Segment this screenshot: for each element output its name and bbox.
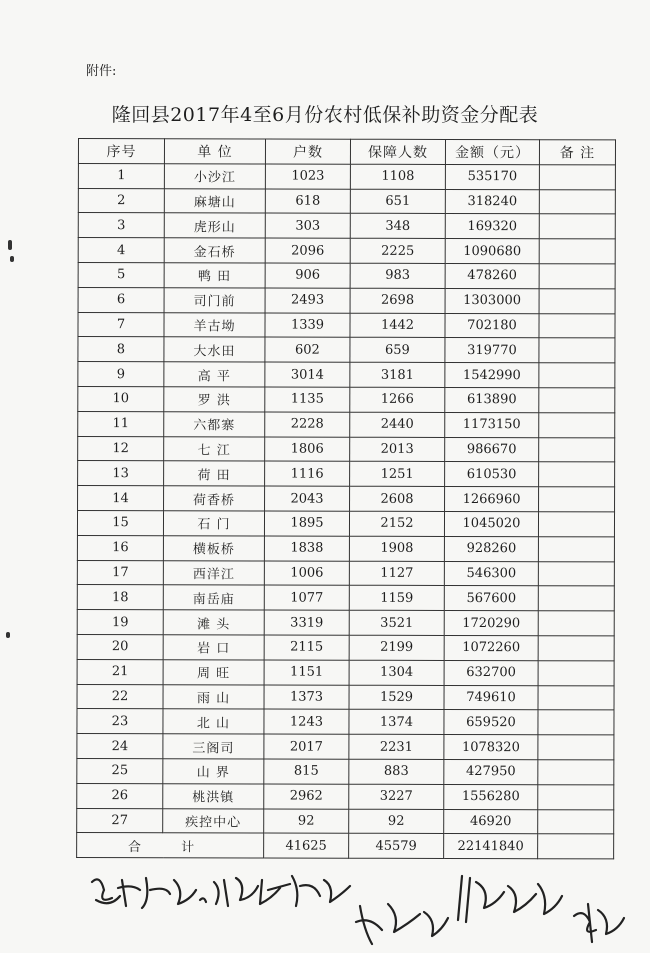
table-row (78, 337, 615, 363)
row-remarks (539, 338, 615, 363)
row-households: 3014 (265, 362, 350, 387)
row-index: 23 (77, 709, 163, 734)
scan-mark (10, 256, 14, 262)
row-unit: 疾控中心 (163, 808, 264, 833)
row-unit: 鸭 田 (164, 263, 265, 288)
row-index: 17 (77, 560, 163, 585)
table-row (78, 362, 615, 388)
row-index: 9 (78, 362, 164, 387)
row-index: 15 (77, 510, 163, 535)
header-amount: 金额（元） (445, 139, 539, 164)
row-people: 1127 (349, 561, 444, 586)
row-amount: 546300 (444, 561, 538, 586)
row-index: 20 (77, 634, 163, 659)
row-people: 2199 (349, 635, 444, 660)
row-unit: 桃洪镇 (163, 783, 264, 808)
row-amount: 427950 (444, 759, 538, 784)
row-people: 1159 (349, 586, 444, 611)
table-row (78, 238, 615, 264)
row-households: 2962 (264, 784, 349, 809)
row-people: 2013 (350, 437, 445, 462)
row-amount: 928260 (444, 536, 538, 561)
row-amount: 567600 (444, 586, 538, 611)
scan-mark (8, 240, 12, 250)
row-index: 24 (77, 734, 163, 759)
row-remarks (539, 239, 615, 264)
row-remarks (539, 313, 615, 338)
row-unit: 小沙江 (164, 164, 265, 189)
row-people: 2231 (349, 734, 444, 759)
row-remarks (539, 288, 615, 313)
row-remarks (539, 264, 615, 289)
row-amount: 1303000 (445, 288, 539, 313)
row-unit: 横板桥 (163, 535, 264, 560)
scan-mark (6, 632, 10, 638)
row-index: 18 (77, 585, 163, 610)
total-row (77, 833, 614, 859)
row-remarks (538, 735, 614, 760)
row-index: 11 (78, 411, 164, 436)
header-people: 保障人数 (350, 139, 445, 164)
row-households: 2493 (265, 288, 350, 313)
row-index: 13 (78, 461, 164, 486)
row-amount: 1720290 (444, 611, 538, 636)
row-people: 3181 (350, 362, 445, 387)
row-amount: 1556280 (444, 784, 538, 809)
row-amount: 1266960 (445, 487, 539, 512)
row-unit: 石 门 (163, 511, 264, 536)
row-remarks (539, 165, 615, 190)
row-remarks (538, 536, 614, 561)
row-remarks (538, 760, 614, 785)
row-people: 1108 (350, 164, 445, 189)
table-row (78, 386, 615, 412)
row-people: 3521 (349, 610, 444, 635)
row-people: 2440 (350, 412, 445, 437)
row-households: 1116 (265, 461, 350, 486)
table-row (77, 758, 614, 784)
row-unit: 岩 口 (163, 635, 264, 660)
row-households: 1806 (265, 437, 350, 462)
row-households: 92 (264, 809, 349, 834)
row-unit: 荷 田 (164, 461, 265, 486)
row-amount: 702180 (445, 313, 539, 338)
table-row (77, 610, 614, 636)
row-remarks (538, 784, 614, 809)
row-index: 4 (78, 238, 164, 263)
row-people: 1442 (350, 313, 445, 338)
row-index: 19 (77, 610, 163, 635)
row-people: 1266 (350, 387, 445, 412)
row-index: 26 (77, 783, 163, 808)
row-index: 5 (78, 262, 164, 287)
total-households: 41625 (264, 833, 349, 858)
row-amount: 1542990 (445, 363, 539, 388)
row-remarks (539, 487, 615, 512)
row-people: 2152 (349, 511, 444, 536)
table-row (77, 535, 614, 561)
row-index: 12 (78, 436, 164, 461)
attachment-label: 附件: (86, 64, 117, 79)
row-households: 3319 (264, 610, 349, 635)
row-unit: 西洋江 (163, 560, 264, 585)
row-households: 1006 (264, 561, 349, 586)
row-amount: 749610 (444, 685, 538, 710)
row-amount: 613890 (445, 387, 539, 412)
row-amount: 318240 (445, 189, 539, 214)
table-row (78, 312, 615, 338)
row-remarks (538, 561, 614, 586)
row-remarks (539, 363, 615, 388)
table-row (77, 510, 614, 536)
row-households: 1339 (265, 313, 350, 338)
row-people: 92 (349, 809, 444, 834)
allocation-table (76, 138, 616, 860)
row-unit: 荷香桥 (164, 486, 265, 511)
total-people: 45579 (349, 834, 444, 859)
table-row (78, 436, 615, 462)
row-households: 2096 (265, 238, 350, 263)
row-households: 1838 (264, 536, 349, 561)
table-row (77, 808, 614, 834)
row-unit: 羊古坳 (164, 312, 265, 337)
row-remarks (539, 388, 615, 413)
row-remarks (539, 462, 615, 487)
header-remarks: 备 注 (539, 140, 615, 165)
row-households: 1243 (264, 709, 349, 734)
table-row (78, 213, 615, 239)
header-households: 户数 (265, 139, 350, 164)
row-unit: 雨 山 (163, 684, 264, 709)
row-households: 602 (265, 337, 350, 362)
table-row (77, 684, 614, 710)
row-unit: 大水田 (164, 337, 265, 362)
handwritten-signatures (0, 860, 650, 949)
row-amount: 1072260 (444, 635, 538, 660)
row-households: 618 (265, 189, 350, 214)
table-row (78, 486, 615, 512)
row-unit: 滩 头 (163, 610, 264, 635)
row-households: 2017 (264, 734, 349, 759)
table-row (77, 734, 614, 760)
row-households: 1373 (264, 685, 349, 710)
row-index: 1 (78, 163, 164, 188)
row-index: 25 (77, 758, 163, 783)
row-remarks (538, 685, 614, 710)
table-row (78, 188, 615, 214)
row-index: 27 (77, 808, 163, 833)
row-people: 1304 (349, 660, 444, 685)
row-index: 16 (77, 535, 163, 560)
row-unit: 麻塘山 (164, 188, 265, 213)
signature-area (0, 860, 650, 949)
row-households: 1077 (264, 585, 349, 610)
row-amount: 986670 (445, 437, 539, 462)
row-index: 21 (77, 659, 163, 684)
row-remarks (539, 437, 615, 462)
row-amount: 169320 (445, 214, 539, 239)
row-households: 1135 (265, 387, 350, 412)
row-unit: 金石桥 (164, 238, 265, 263)
row-amount: 659520 (444, 710, 538, 735)
row-index: 8 (78, 337, 164, 362)
row-amount: 632700 (444, 660, 538, 685)
row-unit: 北 山 (163, 709, 264, 734)
row-people: 1374 (349, 710, 444, 735)
row-unit: 六都寨 (164, 411, 265, 436)
row-index: 14 (78, 486, 164, 511)
row-remarks (538, 512, 614, 537)
row-people: 1251 (350, 462, 445, 487)
row-unit: 七 江 (164, 436, 265, 461)
row-index: 6 (78, 287, 164, 312)
table-header-row (78, 139, 615, 165)
row-unit: 高 平 (164, 362, 265, 387)
table-row (77, 585, 614, 611)
row-households: 1023 (265, 164, 350, 189)
total-remarks (538, 834, 614, 859)
row-amount: 1090680 (445, 239, 539, 264)
row-amount: 478260 (445, 263, 539, 288)
row-households: 303 (265, 213, 350, 238)
row-households: 2228 (265, 412, 350, 437)
row-unit: 三阁司 (163, 734, 264, 759)
row-people: 1529 (349, 685, 444, 710)
row-people: 3227 (349, 784, 444, 809)
row-index: 2 (78, 188, 164, 213)
row-people: 1908 (349, 536, 444, 561)
row-amount: 46920 (444, 809, 538, 834)
row-households: 815 (264, 759, 349, 784)
table-row (78, 411, 615, 437)
row-people: 2698 (350, 288, 445, 313)
row-index: 10 (78, 386, 164, 411)
row-households: 2043 (265, 486, 350, 511)
row-remarks (538, 660, 614, 685)
total-amount: 22141840 (444, 834, 538, 859)
total-label: 合 计 (77, 833, 264, 858)
row-unit: 周 旺 (163, 659, 264, 684)
row-amount: 1173150 (445, 412, 539, 437)
row-amount: 1045020 (444, 511, 538, 536)
row-people: 348 (350, 214, 445, 239)
row-remarks (539, 214, 615, 239)
row-amount: 610530 (445, 462, 539, 487)
row-households: 2115 (264, 635, 349, 660)
row-unit: 南岳庙 (163, 585, 264, 610)
table-row (78, 262, 615, 288)
row-people: 883 (349, 759, 444, 784)
table-row (77, 709, 614, 735)
row-unit: 罗 洪 (164, 387, 265, 412)
table-row (78, 163, 615, 189)
row-people: 983 (350, 263, 445, 288)
row-people: 2608 (350, 486, 445, 511)
header-index: 序号 (78, 139, 164, 164)
row-households: 1151 (264, 660, 349, 685)
row-index: 3 (78, 213, 164, 238)
table-row (77, 659, 614, 685)
row-remarks (538, 586, 614, 611)
row-amount: 319770 (445, 338, 539, 363)
row-remarks (538, 611, 614, 636)
row-people: 651 (350, 189, 445, 214)
row-people: 659 (350, 338, 445, 363)
row-remarks (538, 809, 614, 834)
row-amount: 1078320 (444, 735, 538, 760)
table-row (77, 560, 614, 586)
header-unit: 单 位 (164, 139, 265, 164)
row-amount: 535170 (445, 164, 539, 189)
row-remarks (538, 636, 614, 661)
table-row (77, 634, 614, 660)
row-index: 7 (78, 312, 164, 337)
row-people: 2225 (350, 238, 445, 263)
row-unit: 虎形山 (164, 213, 265, 238)
table-row (78, 461, 615, 487)
row-unit: 司门前 (164, 288, 265, 313)
row-unit: 山 界 (163, 759, 264, 784)
row-households: 906 (265, 263, 350, 288)
row-index: 22 (77, 684, 163, 709)
table-row (77, 783, 614, 809)
row-remarks (538, 710, 614, 735)
row-households: 1895 (264, 511, 349, 536)
row-remarks (539, 412, 615, 437)
table-row (78, 287, 615, 313)
document-title: 隆回县2017年4至6月份农村低保补助资金分配表 (111, 104, 539, 126)
row-remarks (539, 189, 615, 214)
